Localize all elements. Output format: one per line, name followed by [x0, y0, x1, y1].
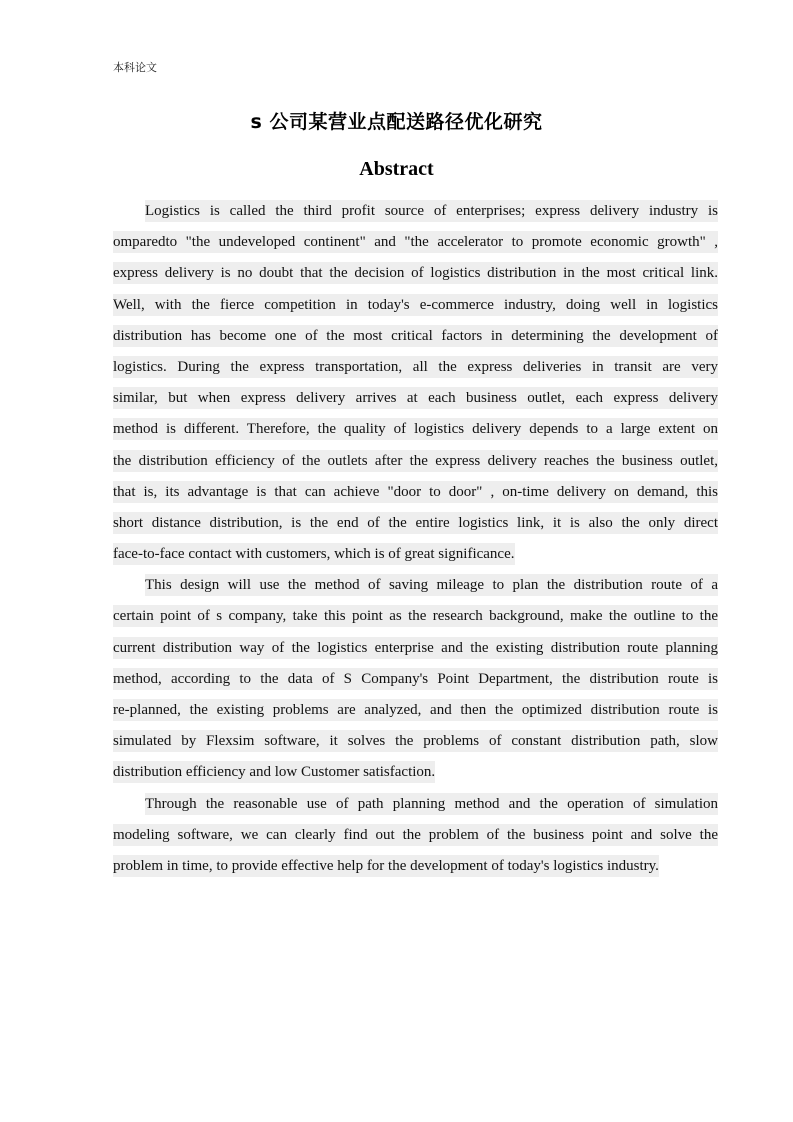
text-line-content: certain point of s company, take this point as the research background, make the outline to the [113, 605, 718, 627]
text-line-content: logistics. During the express transportation, all the express deliveries in transit are very [113, 356, 718, 378]
text-line-content: short distance distribution, is the end of the entire logistics link, it is also the only direct [113, 512, 718, 534]
text-line [113, 726, 718, 757]
text-line [113, 258, 718, 289]
text-line [113, 446, 718, 477]
text-line [113, 633, 718, 664]
text-line [113, 695, 718, 726]
abstract-heading: Abstract [359, 158, 434, 180]
text-line [113, 290, 718, 321]
text-line [113, 477, 718, 508]
text-line [113, 757, 718, 788]
text-line-content: distribution efficiency and low Customer satisfaction. [113, 761, 435, 783]
text-line-content: similar, but when express delivery arrives at each business outlet, each express delivery [113, 387, 718, 409]
text-line [113, 352, 718, 383]
abstract-paragraph [113, 570, 718, 788]
text-line [113, 664, 718, 695]
text-line-content: problem in time, to provide effective help for the development of today's logistics industry. [113, 855, 659, 877]
text-line-content: face-to-face contact with customers, which is of great significance. [113, 543, 515, 565]
document-title: s 公司某营业点配送路径优化研究 [250, 111, 543, 133]
text-line [113, 601, 718, 632]
text-line-content: This design will use the method of saving mileage to plan the distribution route of a [145, 574, 718, 596]
text-line-content: distribution has become one of the most critical factors in determining the development of [113, 325, 718, 347]
text-line-content: Through the reasonable use of path planning method and the operation of simulation [145, 793, 718, 815]
text-line-content: modeling software, we can clearly find out the problem of the business point and solve the [113, 824, 718, 846]
header-label: 本科论文 [113, 61, 157, 74]
text-line [113, 508, 718, 539]
text-line [113, 789, 718, 820]
text-line-content: the distribution efficiency of the outlets after the express delivery reaches the business outlet, [113, 450, 718, 472]
text-line-content: express delivery is no doubt that the decision of logistics distribution in the most critical link. [113, 262, 718, 284]
text-line-content: Logistics is called the third profit source of enterprises; express delivery industry is [145, 200, 718, 222]
text-line-content: omparedto "the undeveloped continent" and "the accelerator to promote economic growth" , [113, 231, 718, 253]
text-line [113, 196, 718, 227]
text-line [113, 383, 718, 414]
text-line-content: method is different. Therefore, the quality of logistics delivery depends to a large extent on [113, 418, 718, 440]
text-line-content: current distribution way of the logistics enterprise and the existing distribution route planning [113, 637, 718, 659]
text-line [113, 321, 718, 352]
text-line [113, 414, 718, 445]
text-line-content: that is, its advantage is that can achieve "door to door" , on-time delivery on demand, this [113, 481, 718, 503]
text-line-content: re-planned, the existing problems are analyzed, and then the optimized distribution route is [113, 699, 718, 721]
abstract-body [113, 196, 718, 882]
abstract-paragraph [113, 789, 718, 883]
text-line [113, 539, 718, 570]
text-line-content: method, according to the data of S Company's Point Department, the distribution route is [113, 668, 718, 690]
text-line [113, 227, 718, 258]
text-line [113, 570, 718, 601]
text-line [113, 820, 718, 851]
text-line-content: simulated by Flexsim software, it solves the problems of constant distribution path, slow [113, 730, 718, 752]
abstract-paragraph [113, 196, 718, 570]
text-line [113, 851, 718, 882]
text-line-content: Well, with the fierce competition in today's e-commerce industry, doing well in logistics [113, 294, 718, 316]
